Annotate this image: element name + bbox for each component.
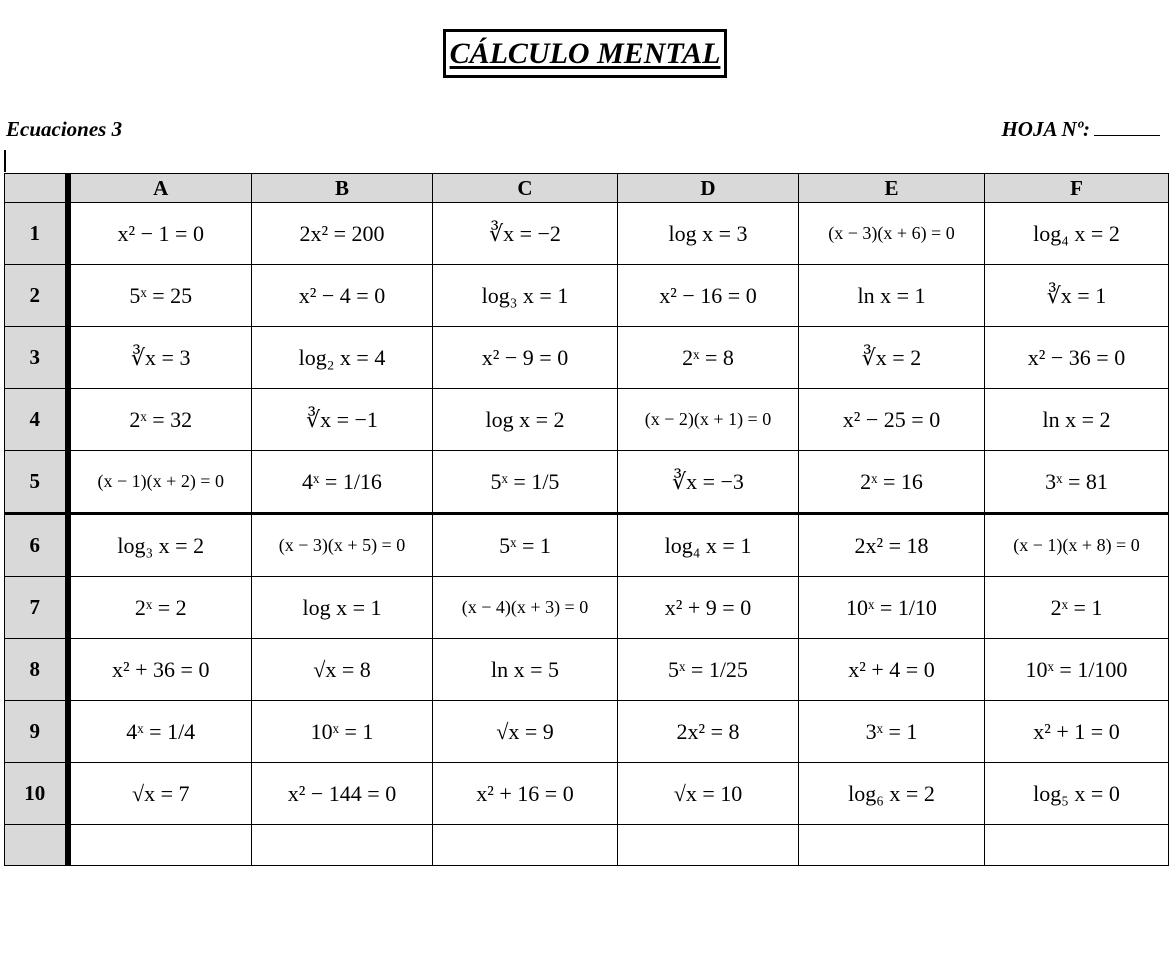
- title-box: [443, 29, 727, 78]
- equation-cell: (x − 4)(x + 3) = 0: [433, 577, 618, 639]
- equation-cell: 5ˣ = 1: [433, 514, 618, 577]
- row-header: 4: [5, 389, 68, 451]
- equation-cell: 2ˣ = 2: [68, 577, 252, 639]
- equation-cell: x² + 9 = 0: [618, 577, 799, 639]
- equation-cell: 2x² = 8: [618, 701, 799, 763]
- column-header-b: B: [252, 174, 433, 203]
- equation-cell: 4ˣ = 1/16: [252, 451, 433, 514]
- table-row: [5, 203, 1169, 265]
- equation-cell: x² − 36 = 0: [985, 327, 1169, 389]
- empty-cell: [799, 825, 985, 866]
- row-header: 1: [5, 203, 68, 265]
- equation-cell: (x − 3)(x + 5) = 0: [252, 514, 433, 577]
- equation-cell: 2ˣ = 1: [985, 577, 1169, 639]
- equation-cell: x² + 16 = 0: [433, 763, 618, 825]
- equation-cell: ln x = 2: [985, 389, 1169, 451]
- equation-cell: log₂ x = 4: [252, 327, 433, 389]
- equation-cell: x² − 1 = 0: [68, 203, 252, 265]
- equation-cell: ln x = 1: [799, 265, 985, 327]
- equations-table: [4, 173, 1169, 866]
- equation-cell: log₃ x = 2: [68, 514, 252, 577]
- equation-cell: 4ˣ = 1/4: [68, 701, 252, 763]
- equation-cell: x² − 9 = 0: [433, 327, 618, 389]
- equation-cell: 10ˣ = 1/10: [799, 577, 985, 639]
- column-header-c: C: [433, 174, 618, 203]
- worksheet-subtitle: Ecuaciones 3: [6, 117, 123, 141]
- equation-cell: 3ˣ = 81: [985, 451, 1169, 514]
- equation-cell: log₆ x = 2: [799, 763, 985, 825]
- row-header: 7: [5, 577, 68, 639]
- equation-cell: ∛x = 1: [985, 265, 1169, 327]
- table-row: [5, 639, 1169, 701]
- equation-cell: log x = 3: [618, 203, 799, 265]
- equation-cell: ∛x = 2: [799, 327, 985, 389]
- equation-cell: ∛x = −1: [252, 389, 433, 451]
- empty-cell: [252, 825, 433, 866]
- equation-cell: (x − 2)(x + 1) = 0: [618, 389, 799, 451]
- sheet-number-blank: [1094, 117, 1160, 136]
- equation-cell: √x = 8: [252, 639, 433, 701]
- equations-sheet: [0, 169, 1170, 953]
- equation-cell: 5ˣ = 25: [68, 265, 252, 327]
- table-row: [5, 514, 1169, 577]
- equation-cell: 5ˣ = 1/5: [433, 451, 618, 514]
- equation-cell: √x = 9: [433, 701, 618, 763]
- equation-cell: 3ˣ = 1: [799, 701, 985, 763]
- row-header: 10: [5, 763, 68, 825]
- row-header: 2: [5, 265, 68, 327]
- equation-cell: x² + 4 = 0: [799, 639, 985, 701]
- table-row: [5, 389, 1169, 451]
- table-row: [5, 577, 1169, 639]
- equation-cell: ∛x = −3: [618, 451, 799, 514]
- equation-cell: x² − 144 = 0: [252, 763, 433, 825]
- row-header: 3: [5, 327, 68, 389]
- equation-cell: √x = 10: [618, 763, 799, 825]
- equation-cell: (x − 3)(x + 6) = 0: [799, 203, 985, 265]
- equation-cell: x² − 25 = 0: [799, 389, 985, 451]
- table-row: [5, 451, 1169, 514]
- sheet-number-field: [1001, 117, 1160, 142]
- column-header-row: [5, 174, 1169, 203]
- corner-header-cell: [5, 174, 68, 203]
- empty-cell: [985, 825, 1169, 866]
- empty-cell: [618, 825, 799, 866]
- table-row: [5, 701, 1169, 763]
- equation-cell: x² − 16 = 0: [618, 265, 799, 327]
- equation-cell: 2ˣ = 16: [799, 451, 985, 514]
- equation-cell: ∛x = 3: [68, 327, 252, 389]
- equation-cell: 10ˣ = 1: [252, 701, 433, 763]
- row-header: 6: [5, 514, 68, 577]
- equation-cell: 2ˣ = 32: [68, 389, 252, 451]
- equation-cell: log x = 1: [252, 577, 433, 639]
- table-row-empty: [5, 825, 1169, 866]
- page-title: CÁLCULO MENTAL: [449, 36, 721, 70]
- equation-cell: 2x² = 200: [252, 203, 433, 265]
- equation-cell: (x − 1)(x + 8) = 0: [985, 514, 1169, 577]
- row-header: 5: [5, 451, 68, 514]
- column-header-a: A: [68, 174, 252, 203]
- equation-cell: x² + 36 = 0: [68, 639, 252, 701]
- table-row: [5, 763, 1169, 825]
- table-row: [5, 265, 1169, 327]
- equation-cell: ∛x = −2: [433, 203, 618, 265]
- row-header: 8: [5, 639, 68, 701]
- equation-cell: x² − 4 = 0: [252, 265, 433, 327]
- sheet-number-label: HOJA Nº:: [1001, 117, 1090, 141]
- equation-cell: 2ˣ = 8: [618, 327, 799, 389]
- table-row: [5, 327, 1169, 389]
- empty-cell: [5, 825, 68, 866]
- equation-cell: log₄ x = 2: [985, 203, 1169, 265]
- empty-cell: [433, 825, 618, 866]
- equation-cell: ln x = 5: [433, 639, 618, 701]
- column-header-e: E: [799, 174, 985, 203]
- equation-cell: x² + 1 = 0: [985, 701, 1169, 763]
- equation-cell: log₄ x = 1: [618, 514, 799, 577]
- equation-cell: log₃ x = 1: [433, 265, 618, 327]
- equation-cell: √x = 7: [68, 763, 252, 825]
- empty-cell: [68, 825, 252, 866]
- equation-cell: 2x² = 18: [799, 514, 985, 577]
- row-header: 9: [5, 701, 68, 763]
- equation-cell: 10ˣ = 1/100: [985, 639, 1169, 701]
- equation-cell: log₅ x = 0: [985, 763, 1169, 825]
- equation-cell: 5ˣ = 1/25: [618, 639, 799, 701]
- equation-cell: (x − 1)(x + 2) = 0: [68, 451, 252, 514]
- column-header-d: D: [618, 174, 799, 203]
- equation-cell: log x = 2: [433, 389, 618, 451]
- column-header-f: F: [985, 174, 1169, 203]
